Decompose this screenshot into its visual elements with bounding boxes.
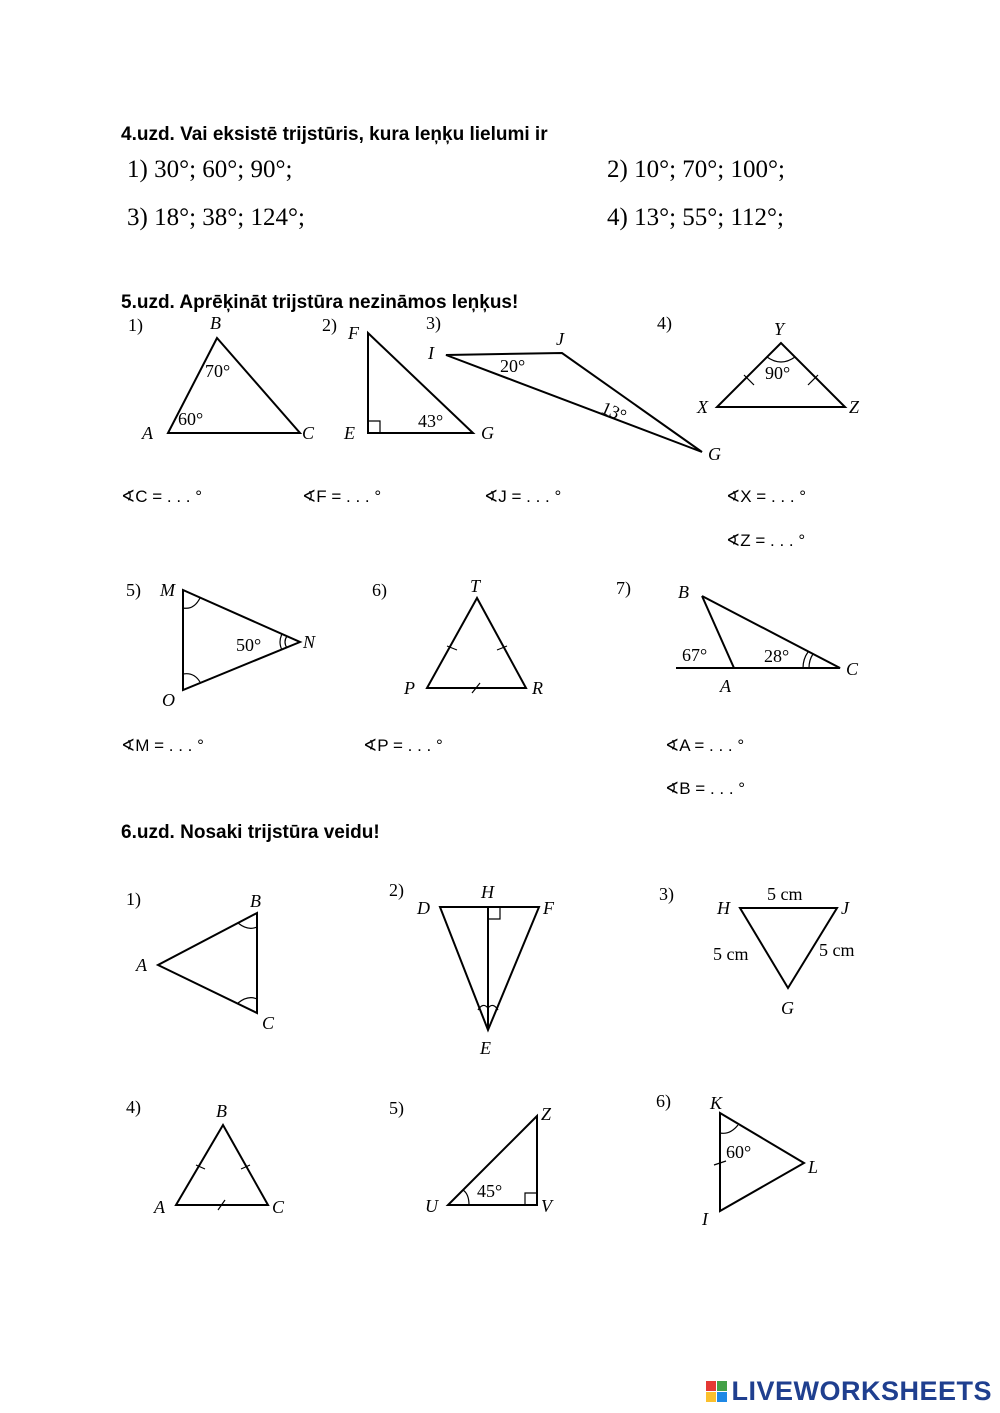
figure-number: 3) bbox=[426, 313, 441, 333]
task6-figure-3 bbox=[655, 870, 885, 1030]
figure-number: 4) bbox=[657, 313, 672, 333]
figure-number: 3) bbox=[659, 884, 674, 904]
side-label-jg: 5 cm bbox=[819, 940, 855, 960]
angle-arc-u bbox=[463, 1190, 469, 1205]
vertex-label-b: B bbox=[678, 582, 689, 602]
task6-heading: 6.uzd. Nosaki trijstūra veidu! bbox=[121, 822, 380, 843]
angle-label-i: 20° bbox=[500, 356, 526, 376]
vertex-label-a: A bbox=[136, 955, 147, 975]
tick-mark bbox=[808, 375, 818, 385]
vertex-label-c: C bbox=[846, 659, 859, 679]
task5-figure-6 bbox=[370, 570, 570, 710]
task4-heading: 4.uzd. Vai eksistē trijstūris, kura leņķu lielumi ir bbox=[121, 124, 548, 145]
vertex-label-f: F bbox=[543, 898, 554, 918]
task5-figure-4 bbox=[655, 305, 875, 425]
angle-arc-k bbox=[720, 1125, 738, 1133]
vertex-label-c: C bbox=[262, 1013, 275, 1033]
vertex-label-n: N bbox=[303, 632, 316, 652]
logo-text: LIVEWORKSHEETS bbox=[731, 1376, 992, 1406]
vertex-label-c: C bbox=[302, 423, 315, 443]
vertex-label-u: U bbox=[425, 1196, 438, 1216]
vertex-label-i: I bbox=[702, 1209, 708, 1229]
task4-option-3: 3) 18°; 38°; 124°; bbox=[127, 204, 305, 231]
angle-arc-n bbox=[280, 634, 282, 650]
vertex-label-z: Z bbox=[849, 397, 860, 417]
angle-label-ext-a: 67° bbox=[682, 645, 708, 665]
answer-angle-b[interactable]: ∢B = . . . ° bbox=[665, 779, 746, 798]
task4-option-4: 4) 13°; 55°; 112°; bbox=[607, 204, 784, 231]
triangle bbox=[427, 598, 526, 688]
angle-arc-c bbox=[238, 998, 257, 1003]
vertex-label-h: H bbox=[717, 898, 730, 918]
task4-option-2: 2) 10°; 70°; 100°; bbox=[607, 156, 785, 183]
answer-angle-x[interactable]: ∢X = . . . ° bbox=[726, 487, 807, 506]
vertex-label-a: A bbox=[154, 1197, 165, 1217]
task5-figure-7 bbox=[612, 570, 872, 705]
vertex-label-h: H bbox=[481, 882, 494, 902]
figure-number: 6) bbox=[372, 580, 387, 600]
vertex-label-e: E bbox=[480, 1038, 491, 1058]
angle-label-c: 28° bbox=[764, 646, 790, 666]
vertex-label-y: Y bbox=[774, 319, 785, 339]
angle-label-u: 45° bbox=[477, 1181, 503, 1201]
triangle bbox=[720, 1113, 804, 1211]
answer-angle-f[interactable]: ∢F = . . . ° bbox=[302, 487, 382, 506]
vertex-label-c: C bbox=[272, 1197, 285, 1217]
figure-number: 7) bbox=[616, 578, 631, 598]
vertex-label-g: G bbox=[781, 998, 794, 1018]
answer-angle-a[interactable]: ∢A = . . . ° bbox=[665, 736, 745, 755]
vertex-label-j: J bbox=[841, 898, 849, 918]
task6-figure-5 bbox=[385, 1090, 585, 1230]
vertex-label-b: B bbox=[210, 313, 221, 333]
task4-option-1: 1) 30°; 60°; 90°; bbox=[127, 156, 293, 183]
vertex-label-k: K bbox=[710, 1093, 723, 1113]
logo-mark-icon bbox=[706, 1381, 727, 1402]
vertex-label-f: F bbox=[348, 323, 359, 343]
vertex-label-l: L bbox=[808, 1157, 819, 1177]
figure-number: 4) bbox=[126, 1097, 141, 1117]
vertex-label-g: G bbox=[708, 444, 721, 464]
angle-arc-o bbox=[183, 674, 200, 682]
vertex-label-b: B bbox=[250, 891, 261, 911]
answer-angle-z[interactable]: ∢Z = . . . ° bbox=[726, 531, 806, 550]
vertex-label-j: J bbox=[556, 329, 564, 349]
angle-label-a: 60° bbox=[178, 409, 204, 429]
vertex-label-p: P bbox=[404, 678, 415, 698]
figure-number: 5) bbox=[126, 580, 141, 600]
vertex-label-e: E bbox=[344, 423, 355, 443]
figure-number: 1) bbox=[126, 889, 141, 909]
vertex-label-a: A bbox=[142, 423, 153, 443]
vertex-label-z: Z bbox=[541, 1104, 552, 1124]
task6-figure-6 bbox=[652, 1085, 852, 1235]
right-angle-mark bbox=[488, 907, 500, 919]
angle-arc-y bbox=[767, 357, 795, 362]
vertex-label-r: R bbox=[532, 678, 543, 698]
liveworksheets-logo[interactable] bbox=[706, 1376, 992, 1407]
triangle bbox=[158, 913, 257, 1013]
answer-angle-j[interactable]: ∢J = . . . ° bbox=[484, 487, 562, 506]
vertex-label-o: O bbox=[162, 690, 175, 710]
triangle bbox=[440, 907, 539, 1030]
right-angle-mark bbox=[525, 1193, 537, 1205]
task5-heading: 5.uzd. Aprēķināt trijstūra nezināmos leņķus! bbox=[121, 292, 519, 313]
vertex-label-g: G bbox=[481, 423, 494, 443]
vertex-label-d: D bbox=[417, 898, 430, 918]
vertex-label-m: M bbox=[160, 580, 175, 600]
angle-label-k: 60° bbox=[726, 1142, 752, 1162]
figure-number: 1) bbox=[128, 315, 143, 335]
angle-arc-c-outer bbox=[803, 652, 808, 668]
angle-arc-n-inner bbox=[285, 636, 287, 648]
vertex-label-v: V bbox=[541, 1196, 552, 1216]
angle-arc-m bbox=[183, 598, 200, 608]
triangle bbox=[176, 1125, 268, 1205]
answer-angle-m[interactable]: ∢M = . . . ° bbox=[121, 736, 204, 755]
vertex-label-t: T bbox=[470, 576, 481, 596]
task6-figure-4 bbox=[120, 1085, 320, 1230]
tick-mark bbox=[744, 375, 754, 385]
vertex-label-i: I bbox=[428, 343, 434, 363]
angle-label-y: 90° bbox=[765, 363, 791, 383]
figure-number: 5) bbox=[389, 1098, 404, 1118]
figure-number: 2) bbox=[322, 315, 337, 335]
answer-angle-c[interactable]: ∢C = . . . ° bbox=[121, 487, 203, 506]
side-label-hg: 5 cm bbox=[713, 944, 749, 964]
angle-label-g: 13° bbox=[598, 397, 630, 426]
side-label-hj: 5 cm bbox=[767, 884, 803, 904]
angle-arc-c bbox=[809, 654, 813, 668]
task5-figure-1 bbox=[120, 305, 330, 455]
angle-arc-b bbox=[238, 923, 257, 928]
task6-figure-2 bbox=[385, 870, 575, 1065]
task6-figure-1 bbox=[120, 875, 320, 1035]
right-angle-mark bbox=[368, 421, 380, 433]
angle-label-n: 50° bbox=[236, 635, 262, 655]
figure-number: 2) bbox=[389, 880, 404, 900]
angle-label-g: 43° bbox=[418, 411, 444, 431]
figure-number: 6) bbox=[656, 1091, 671, 1111]
vertex-label-x: X bbox=[697, 397, 708, 417]
angle-label-b: 70° bbox=[205, 361, 231, 381]
answer-angle-p[interactable]: ∢P = . . . ° bbox=[363, 736, 443, 755]
task5-figure-5 bbox=[120, 570, 340, 720]
vertex-label-a: A bbox=[720, 676, 731, 696]
vertex-label-b: B bbox=[216, 1101, 227, 1121]
